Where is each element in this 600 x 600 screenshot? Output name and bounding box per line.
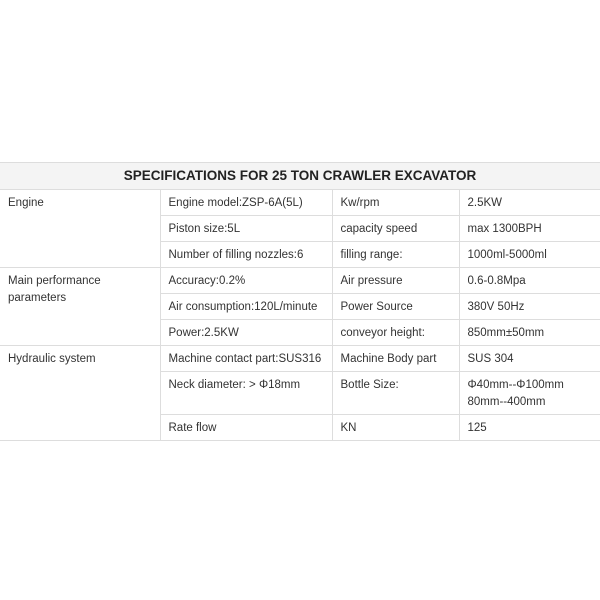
- group-label-engine: Engine: [0, 190, 160, 268]
- spec-cell: 2.5KW: [459, 190, 600, 216]
- spec-cell: Accuracy:0.2%: [160, 268, 332, 294]
- spec-cell: Rate flow: [160, 415, 332, 441]
- spec-cell: 0.6-0.8Mpa: [459, 268, 600, 294]
- group-label-main-performance: Main performance parameters: [0, 268, 160, 346]
- spec-cell: filling range:: [332, 242, 459, 268]
- table-row: [0, 268, 600, 294]
- table-row: [0, 346, 600, 372]
- spec-cell: KN: [332, 415, 459, 441]
- spec-cell: Air pressure: [332, 268, 459, 294]
- spec-cell: 850mm±50mm: [459, 320, 600, 346]
- spec-cell: capacity speed: [332, 216, 459, 242]
- specifications-table: [0, 162, 600, 441]
- table-title: SPECIFICATIONS FOR 25 TON CRAWLER EXCAVATOR: [0, 163, 600, 190]
- spec-cell: 1000ml-5000ml: [459, 242, 600, 268]
- bottle-size-diameter: Φ40mm--Φ100mm: [467, 379, 564, 391]
- group-label-hydraulic: Hydraulic system: [0, 346, 160, 441]
- bottle-size-height: 80mm--400mm: [467, 396, 546, 408]
- spec-cell: Bottle Size:: [332, 372, 459, 415]
- spec-cell: Kw/rpm: [332, 190, 459, 216]
- table-title-row: [0, 163, 600, 190]
- spec-cell: conveyor height:: [332, 320, 459, 346]
- spec-cell: Number of filling nozzles:6: [160, 242, 332, 268]
- spec-cell: 380V 50Hz: [459, 294, 600, 320]
- spec-cell: max 1300BPH: [459, 216, 600, 242]
- spec-cell: Machine Body part: [332, 346, 459, 372]
- table-row: [0, 190, 600, 216]
- spec-cell: Power Source: [332, 294, 459, 320]
- spec-cell: SUS 304: [459, 346, 600, 372]
- spec-cell: Machine contact part:SUS316: [160, 346, 332, 372]
- spec-cell: Engine model:ZSP-6A(5L): [160, 190, 332, 216]
- spec-cell: [459, 372, 600, 415]
- spec-cell: 125: [459, 415, 600, 441]
- spec-cell: Piston size:5L: [160, 216, 332, 242]
- spec-cell: Power:2.5KW: [160, 320, 332, 346]
- spec-cell: Air consumption:120L/minute: [160, 294, 332, 320]
- spec-cell: Neck diameter: > Φ18mm: [160, 372, 332, 415]
